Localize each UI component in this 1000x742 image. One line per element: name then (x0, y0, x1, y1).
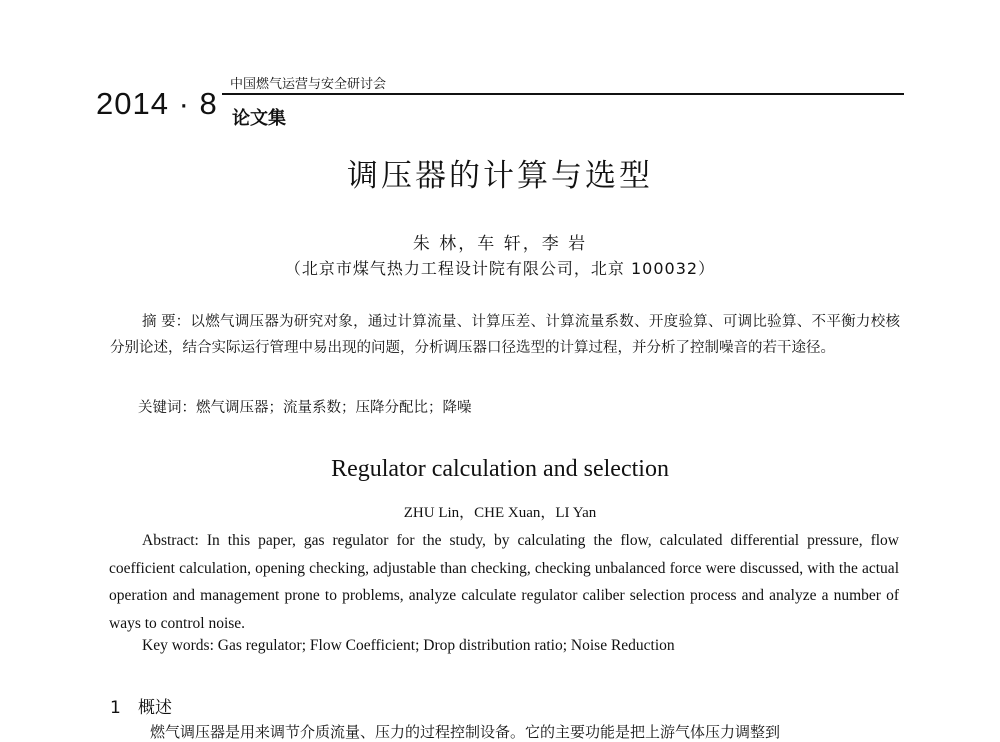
abstract-en (109, 527, 899, 637)
conference-name: 中国燃气运营与安全研讨会 (230, 77, 387, 92)
section-title: 概述 (138, 698, 172, 718)
section-body-first-line: 燃气调压器是用来调节介质流量、压力的过程控制设备。它的主要功能是把上游气体压力调整到 (150, 723, 781, 741)
issue-date: 2014 · 8 (96, 86, 218, 121)
keywords-en (142, 637, 675, 655)
abstract-cn (110, 309, 900, 361)
authors-en: ZHU Lin，CHE Xuan，LI Yan (403, 505, 597, 521)
abstract-text-cn: 以燃气调压器为研究对象，通过计算流量、计算压差、计算流量系数、开度验算、可调比验算、不平衡力校核分别论述，结合实际运行管理中易出现的问题，分析调压器口径选型的计算过程，并分析了控制噪音的若干途径。 (110, 314, 900, 356)
keywords-label-cn: 关键词： (138, 400, 196, 416)
affiliation-cn: （北京市煤气热力工程设计院有限公司，北京 100032） (284, 259, 716, 278)
authors-cn: 朱 林，车 轩，李 岩 (412, 234, 588, 254)
abstract-label-en: Abstract: (142, 532, 199, 549)
keywords-cn (138, 396, 472, 417)
header-rule (222, 93, 904, 95)
keywords-label-en: Key words: (142, 637, 214, 654)
paper-title-cn: 调压器的计算与选型 (347, 158, 653, 194)
keywords-text-cn: 燃气调压器；流量系数；压降分配比；降噪 (196, 400, 472, 416)
abstract-text-en: In this paper, gas regulator for the study, by calculating the flow, calculated differential pressure, flow coefficient calculation, opening checking, adjustable than checking, checking unbalanced force were discussed, with the actual operation and management prone to problems, analyze calculate regulator caliber selection process and analyze a number of ways to control noise. (109, 532, 900, 632)
section-heading (110, 693, 172, 718)
keywords-text-en: Gas regulator; Flow Coefficient; Drop distribution ratio; Noise Reduction (217, 637, 675, 654)
section-number: 1 (110, 698, 121, 718)
proceedings-label: 论文集 (232, 108, 286, 129)
abstract-label-cn: 摘 要： (142, 314, 191, 330)
paper-title-en: Regulator calculation and selection (331, 456, 669, 482)
